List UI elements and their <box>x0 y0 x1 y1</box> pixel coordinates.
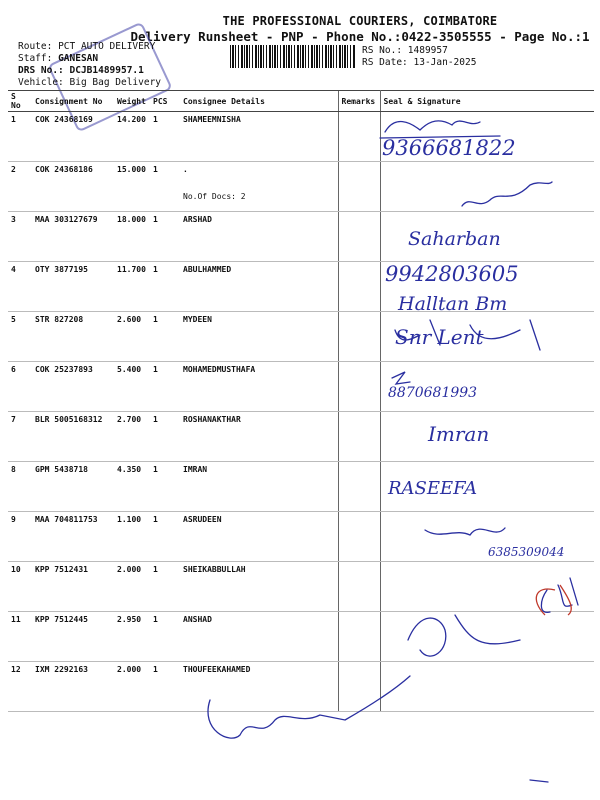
cell-sno: 6 <box>8 362 32 412</box>
staff-line: Staff: GANESAN <box>18 53 99 64</box>
cell-pcs: 1 <box>150 212 180 262</box>
cell-weight: 5.400 <box>114 362 150 412</box>
handwritten-phone-2: 9942803605 <box>385 262 519 286</box>
drs-line: DRS No.: DCJB1489957.1 <box>18 65 144 76</box>
col-remarks: Remarks <box>338 91 380 112</box>
cell-weight: 2.000 <box>114 562 150 612</box>
cell-sno: 11 <box>8 612 32 662</box>
cell-consignee: MYDEEN <box>180 312 338 362</box>
cell-pcs: 1 <box>150 512 180 562</box>
cell-sno: 8 <box>8 462 32 512</box>
cell-weight: 4.350 <box>114 462 150 512</box>
cell-consignment: MAA 303127679 <box>32 212 114 262</box>
cell-weight: 2.950 <box>114 612 150 662</box>
col-weight: Weight <box>114 91 150 112</box>
cell-weight: 14.200 <box>114 112 150 162</box>
cell-consignment: OTY 3877195 <box>32 262 114 312</box>
cell-sno: 10 <box>8 562 32 612</box>
cell-consignee: . No.Of Docs: 2 <box>180 162 338 212</box>
col-consignee: Consignee Details <box>180 91 338 112</box>
drs-value: DCJB1489957.1 <box>69 65 144 76</box>
cell-consignment: IXM 2292163 <box>32 662 114 712</box>
staff-value: GANESAN <box>58 53 99 64</box>
cell-sno: 9 <box>8 512 32 562</box>
handwritten-phone-4: 6385309044 <box>488 545 565 559</box>
cell-pcs: 1 <box>150 112 180 162</box>
cell-pcs: 1 <box>150 462 180 512</box>
vehicle-value: Big Bag Delivery <box>69 77 162 88</box>
vehicle-line: Vehicle: Big Bag Delivery <box>18 77 162 88</box>
signature-scribble-top <box>541 578 578 612</box>
cell-sno: 2 <box>8 162 32 212</box>
handwritten-name-4: Imran <box>428 422 490 446</box>
bottom-signature <box>208 676 410 738</box>
cell-consignee: ARSHAD <box>180 212 338 262</box>
cell-pcs: 1 <box>150 162 180 212</box>
corner-mark <box>530 780 548 782</box>
cell-pcs: 1 <box>150 362 180 412</box>
cell-consignment: MAA 704811753 <box>32 512 114 562</box>
document-subtitle: Delivery Runsheet - PNP - Phone No.:0422-3505555 - Page No.:1 <box>130 29 590 44</box>
rs-date-line: RS Date: 13-Jan-2025 <box>362 57 477 68</box>
cell-sno: 7 <box>8 412 32 462</box>
rs-no-value: 1489957 <box>407 45 448 56</box>
cell-pcs: 1 <box>150 612 180 662</box>
handwritten-name-3: Snr Lent <box>395 325 484 349</box>
handwritten-name-5: RASEEFA <box>388 478 478 499</box>
cell-consignee: ROSHANAKTHAR <box>180 412 338 462</box>
cell-weight: 2.700 <box>114 412 150 462</box>
cell-pcs: 1 <box>150 662 180 712</box>
cell-sno: 5 <box>8 312 32 362</box>
document-title: THE PROFESSIONAL COURIERS, COIMBATORE <box>222 14 498 28</box>
signature-row-10 <box>425 528 505 535</box>
cell-sno: 4 <box>8 262 32 312</box>
cell-consignee: IMRAN <box>180 462 338 512</box>
handwritten-name-2: Halltan Bm <box>398 293 508 315</box>
signature-row-7 <box>392 372 410 384</box>
cell-pcs: 1 <box>150 562 180 612</box>
signature-row-3 <box>462 182 552 206</box>
cell-sno: 3 <box>8 212 32 262</box>
cell-consignment: KPP 7512445 <box>32 612 114 662</box>
cell-consignment: KPP 7512431 <box>32 562 114 612</box>
rs-date-value: 13-Jan-2025 <box>413 57 477 68</box>
cell-consignment: COK 25237893 <box>32 362 114 412</box>
cell-weight: 11.700 <box>114 262 150 312</box>
col-pcs: PCS <box>150 91 180 112</box>
col-signature: Seal & Signature <box>380 91 594 112</box>
cell-consignment: GPM 5438718 <box>32 462 114 512</box>
cell-consignee: ANSHAD <box>180 612 338 662</box>
cell-pcs: 1 <box>150 312 180 362</box>
handwritten-phone-1: 9366681822 <box>382 136 516 160</box>
cell-pcs: 1 <box>150 412 180 462</box>
route-line: Route: PCT AUTO DELIVERY <box>18 41 156 52</box>
cell-consignee: SHAMEEMNISHA <box>180 112 338 162</box>
cell-consignee: SHEIKABBULLAH <box>180 562 338 612</box>
cell-consignee: ABULHAMMED <box>180 262 338 312</box>
cell-consignee: THOUFEEKAHAMED <box>180 662 338 712</box>
col-consignment: Consignment No <box>32 91 114 112</box>
cell-sno: 12 <box>8 662 32 712</box>
cell-consignment: STR 827208 <box>32 312 114 362</box>
cell-consignee: ASRUDEEN <box>180 512 338 562</box>
handwritten-name-1: Saharban <box>408 228 501 250</box>
cell-consignee: MOHAMEDMUSTHAFA <box>180 362 338 412</box>
handwritten-phone-3: 8870681993 <box>388 385 478 401</box>
cell-sno: 1 <box>8 112 32 162</box>
cell-weight: 2.000 <box>114 662 150 712</box>
cell-weight: 15.000 <box>114 162 150 212</box>
cell-consignment: COK 24368186 <box>32 162 114 212</box>
cell-weight: 18.000 <box>114 212 150 262</box>
cell-consignment: BLR 5005168312 <box>32 412 114 462</box>
signature-row-12 <box>408 615 520 656</box>
cell-weight: 1.100 <box>114 512 150 562</box>
cell-weight: 2.600 <box>114 312 150 362</box>
cell-consignment: COK 24368169 <box>32 112 114 162</box>
cell-pcs: 1 <box>150 262 180 312</box>
rs-no-line: RS No.: 1489957 <box>362 45 448 56</box>
docs-count: No.Of Docs: 2 <box>183 192 246 201</box>
col-sno: S No <box>8 91 32 112</box>
route-value: PCT AUTO DELIVERY <box>58 41 156 52</box>
